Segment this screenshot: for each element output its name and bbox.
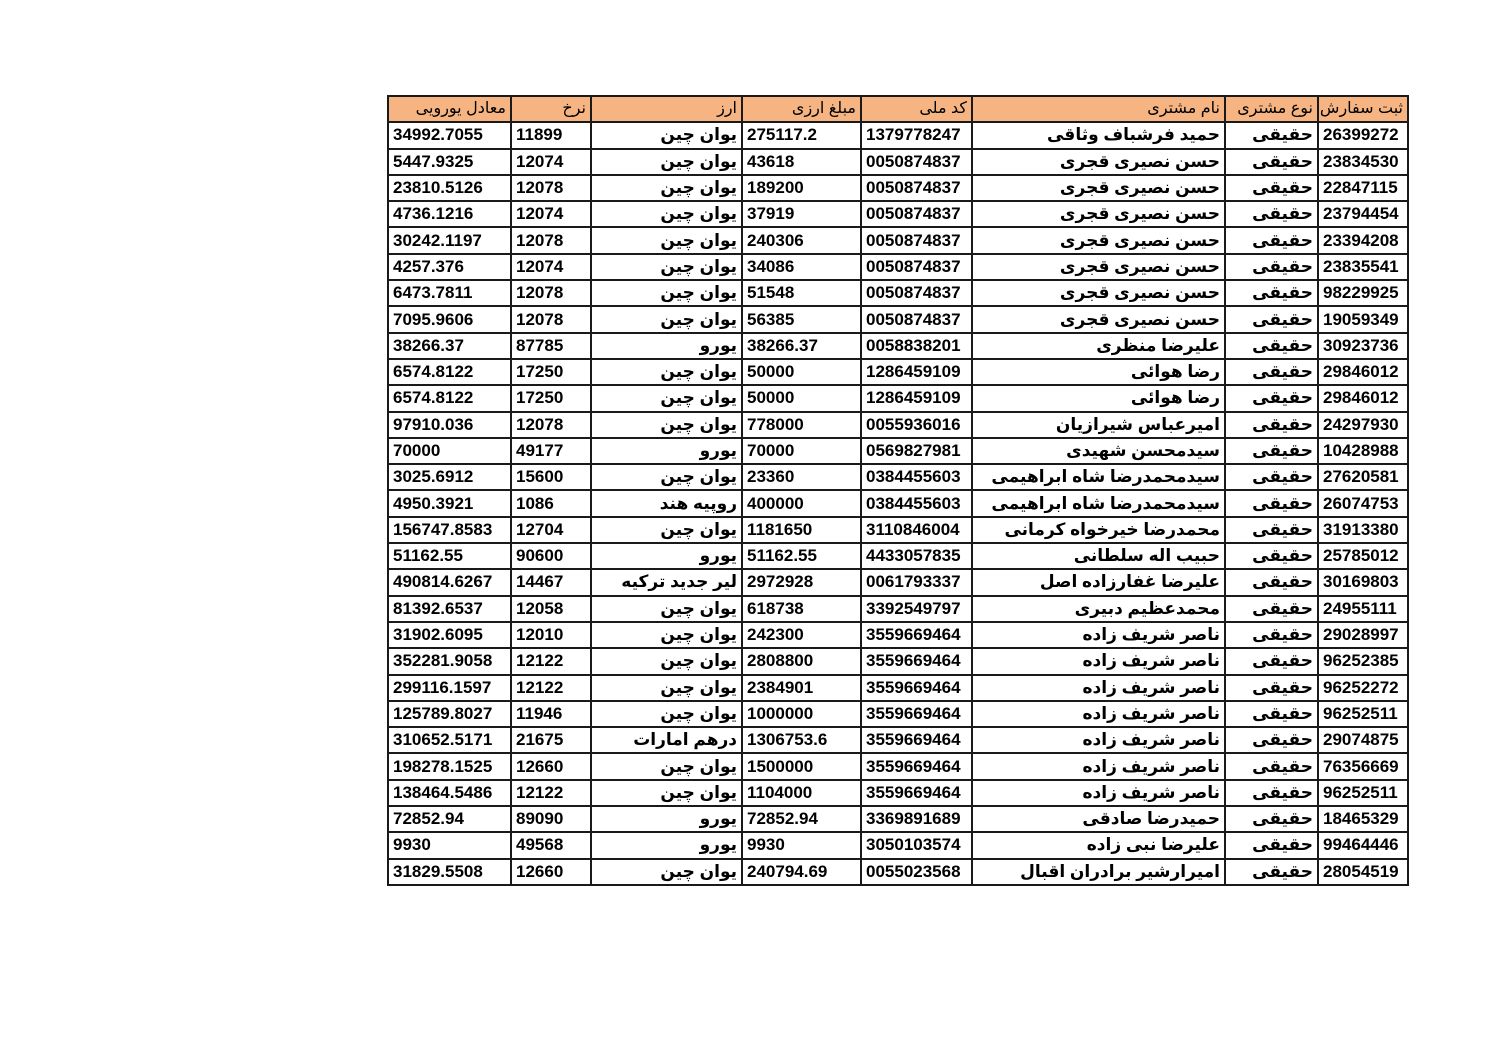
- cell-currency: یوان چین: [591, 306, 742, 332]
- table-row: [388, 175, 1408, 201]
- cell-national-code: 3559669464: [861, 727, 972, 753]
- table-row: [388, 227, 1408, 253]
- cell-euro-equivalent: 97910.036: [388, 412, 511, 438]
- cell-customer-type: حقیقی: [1225, 306, 1318, 332]
- cell-order: 25785012: [1318, 543, 1408, 569]
- table-row: [388, 280, 1408, 306]
- cell-customer-type: حقیقی: [1225, 543, 1318, 569]
- cell-rate: 21675: [511, 727, 591, 753]
- cell-rate: 12058: [511, 596, 591, 622]
- cell-euro-equivalent: 30242.1197: [388, 227, 511, 253]
- cell-order: 96252272: [1318, 675, 1408, 701]
- cell-customer-type: حقیقی: [1225, 806, 1318, 832]
- cell-national-code: 0058838201: [861, 333, 972, 359]
- cell-customer-type: حقیقی: [1225, 122, 1318, 148]
- cell-national-code: 1379778247: [861, 122, 972, 148]
- cell-rate: 12078: [511, 412, 591, 438]
- cell-order: 23394208: [1318, 227, 1408, 253]
- cell-currency: یوان چین: [591, 385, 742, 411]
- cell-currency-amount: 1500000: [742, 753, 861, 779]
- table-row: [388, 780, 1408, 806]
- cell-euro-equivalent: 51162.55: [388, 543, 511, 569]
- cell-order: 29846012: [1318, 359, 1408, 385]
- cell-customer-name: سیدمحمدرضا شاه ابراهیمی: [972, 490, 1225, 516]
- cell-order: 28054519: [1318, 859, 1408, 885]
- cell-customer-name: سیدمحسن شهیدی: [972, 438, 1225, 464]
- cell-customer-type: حقیقی: [1225, 569, 1318, 595]
- cell-currency: درهم امارات: [591, 727, 742, 753]
- cell-order: 98229925: [1318, 280, 1408, 306]
- cell-currency: یوان چین: [591, 753, 742, 779]
- cell-euro-equivalent: 156747.8583: [388, 517, 511, 543]
- cell-euro-equivalent: 4950.3921: [388, 490, 511, 516]
- cell-national-code: 3559669464: [861, 648, 972, 674]
- cell-customer-name: حسن نصیری قجری: [972, 306, 1225, 332]
- cell-currency-amount: 2384901: [742, 675, 861, 701]
- cell-national-code: 0061793337: [861, 569, 972, 595]
- cell-customer-type: حقیقی: [1225, 780, 1318, 806]
- cell-rate: 1086: [511, 490, 591, 516]
- cell-customer-name: حسن نصیری قجری: [972, 227, 1225, 253]
- cell-national-code: 0050874837: [861, 254, 972, 280]
- customer-orders-table: [387, 95, 1409, 886]
- cell-customer-name: امیرارشیر برادران اقبال: [972, 859, 1225, 885]
- cell-rate: 14467: [511, 569, 591, 595]
- cell-customer-name: حسن نصیری قجری: [972, 201, 1225, 227]
- cell-euro-equivalent: 23810.5126: [388, 175, 511, 201]
- table-row: [388, 727, 1408, 753]
- cell-order: 96252511: [1318, 701, 1408, 727]
- header-customer-type: نوع مشتری: [1225, 96, 1318, 122]
- cell-customer-type: حقیقی: [1225, 175, 1318, 201]
- cell-national-code: 1286459109: [861, 359, 972, 385]
- cell-customer-type: حقیقی: [1225, 385, 1318, 411]
- cell-customer-type: حقیقی: [1225, 280, 1318, 306]
- cell-currency-amount: 50000: [742, 385, 861, 411]
- cell-customer-name: ناصر شریف زاده: [972, 727, 1225, 753]
- cell-currency-amount: 189200: [742, 175, 861, 201]
- cell-euro-equivalent: 31829.5508: [388, 859, 511, 885]
- cell-currency-amount: 72852.94: [742, 806, 861, 832]
- cell-order: 30923736: [1318, 333, 1408, 359]
- cell-currency: یوان چین: [591, 175, 742, 201]
- cell-customer-name: سیدمحمدرضا شاه ابراهیمی: [972, 464, 1225, 490]
- cell-customer-type: حقیقی: [1225, 438, 1318, 464]
- cell-customer-name: ناصر شریف زاده: [972, 648, 1225, 674]
- cell-order: 23794454: [1318, 201, 1408, 227]
- cell-euro-equivalent: 138464.5486: [388, 780, 511, 806]
- cell-currency-amount: 38266.37: [742, 333, 861, 359]
- cell-euro-equivalent: 3025.6912: [388, 464, 511, 490]
- cell-currency-amount: 2972928: [742, 569, 861, 595]
- cell-euro-equivalent: 9930: [388, 832, 511, 858]
- cell-customer-type: حقیقی: [1225, 359, 1318, 385]
- cell-national-code: 3559669464: [861, 753, 972, 779]
- cell-euro-equivalent: 310652.5171: [388, 727, 511, 753]
- cell-order: 76356669: [1318, 753, 1408, 779]
- table-row: [388, 675, 1408, 701]
- header-order: ثبت سفارش: [1318, 96, 1408, 122]
- cell-rate: 12122: [511, 648, 591, 674]
- cell-currency: یورو: [591, 543, 742, 569]
- cell-currency-amount: 51548: [742, 280, 861, 306]
- cell-currency: یوان چین: [591, 227, 742, 253]
- cell-customer-name: حبیب اله سلطانی: [972, 543, 1225, 569]
- cell-customer-type: حقیقی: [1225, 201, 1318, 227]
- cell-order: 24297930: [1318, 412, 1408, 438]
- cell-customer-type: حقیقی: [1225, 675, 1318, 701]
- table-row: [388, 806, 1408, 832]
- cell-currency: یوان چین: [591, 596, 742, 622]
- cell-rate: 12074: [511, 149, 591, 175]
- cell-currency: یوان چین: [591, 149, 742, 175]
- cell-order: 29028997: [1318, 622, 1408, 648]
- cell-customer-type: حقیقی: [1225, 701, 1318, 727]
- cell-currency: یوان چین: [591, 359, 742, 385]
- cell-currency-amount: 43618: [742, 149, 861, 175]
- table-row: [388, 490, 1408, 516]
- table-row: [388, 596, 1408, 622]
- cell-currency: یوان چین: [591, 675, 742, 701]
- cell-customer-name: حمید فرشباف وثاقی: [972, 122, 1225, 148]
- table-row: [388, 464, 1408, 490]
- cell-order: 29074875: [1318, 727, 1408, 753]
- cell-customer-name: ناصر شریف زاده: [972, 780, 1225, 806]
- cell-currency: یورو: [591, 438, 742, 464]
- table-row: [388, 149, 1408, 175]
- cell-euro-equivalent: 299116.1597: [388, 675, 511, 701]
- table-header: [388, 96, 1408, 122]
- cell-currency-amount: 2808800: [742, 648, 861, 674]
- header-customer-name: نام مشتری: [972, 96, 1225, 122]
- cell-customer-name: امیرعباس شیرازیان: [972, 412, 1225, 438]
- cell-currency-amount: 240306: [742, 227, 861, 253]
- cell-rate: 17250: [511, 359, 591, 385]
- cell-euro-equivalent: 31902.6095: [388, 622, 511, 648]
- cell-rate: 11899: [511, 122, 591, 148]
- cell-rate: 89090: [511, 806, 591, 832]
- cell-currency: روپیه هند: [591, 490, 742, 516]
- cell-national-code: 0050874837: [861, 227, 972, 253]
- cell-currency-amount: 1104000: [742, 780, 861, 806]
- cell-order: 27620581: [1318, 464, 1408, 490]
- table-row: [388, 385, 1408, 411]
- cell-order: 19059349: [1318, 306, 1408, 332]
- cell-rate: 12078: [511, 227, 591, 253]
- cell-customer-type: حقیقی: [1225, 727, 1318, 753]
- cell-rate: 12660: [511, 859, 591, 885]
- cell-order: 30169803: [1318, 569, 1408, 595]
- cell-customer-type: حقیقی: [1225, 149, 1318, 175]
- cell-currency: یوان چین: [591, 780, 742, 806]
- cell-order: 23834530: [1318, 149, 1408, 175]
- cell-customer-name: حسن نصیری قجری: [972, 254, 1225, 280]
- cell-rate: 12660: [511, 753, 591, 779]
- table-row: [388, 122, 1408, 148]
- cell-national-code: 3110846004: [861, 517, 972, 543]
- cell-customer-type: حقیقی: [1225, 333, 1318, 359]
- table-row: [388, 254, 1408, 280]
- cell-euro-equivalent: 6574.8122: [388, 359, 511, 385]
- cell-euro-equivalent: 4736.1216: [388, 201, 511, 227]
- cell-national-code: 0050874837: [861, 175, 972, 201]
- cell-national-code: 0050874837: [861, 149, 972, 175]
- cell-national-code: 0384455603: [861, 490, 972, 516]
- cell-customer-type: حقیقی: [1225, 753, 1318, 779]
- cell-customer-name: علیرضا غفارزاده اصل: [972, 569, 1225, 595]
- cell-customer-name: ناصر شریف زاده: [972, 701, 1225, 727]
- cell-rate: 49177: [511, 438, 591, 464]
- cell-currency: یوان چین: [591, 622, 742, 648]
- cell-currency: یوان چین: [591, 201, 742, 227]
- cell-customer-name: حسن نصیری قجری: [972, 280, 1225, 306]
- cell-currency: یوان چین: [591, 412, 742, 438]
- table-row: [388, 832, 1408, 858]
- cell-rate: 15600: [511, 464, 591, 490]
- header-row: [388, 96, 1408, 122]
- cell-currency-amount: 23360: [742, 464, 861, 490]
- cell-euro-equivalent: 34992.7055: [388, 122, 511, 148]
- cell-customer-name: ناصر شریف زاده: [972, 675, 1225, 701]
- cell-order: 22847115: [1318, 175, 1408, 201]
- cell-national-code: 3559669464: [861, 675, 972, 701]
- cell-customer-name: حسن نصیری قجری: [972, 149, 1225, 175]
- cell-rate: 12122: [511, 675, 591, 701]
- cell-national-code: 3369891689: [861, 806, 972, 832]
- cell-national-code: 3559669464: [861, 622, 972, 648]
- cell-currency-amount: 240794.69: [742, 859, 861, 885]
- cell-order: 26074753: [1318, 490, 1408, 516]
- table-row: [388, 306, 1408, 332]
- cell-order: 26399272: [1318, 122, 1408, 148]
- cell-rate: 17250: [511, 385, 591, 411]
- cell-rate: 87785: [511, 333, 591, 359]
- cell-currency-amount: 618738: [742, 596, 861, 622]
- cell-euro-equivalent: 4257.376: [388, 254, 511, 280]
- cell-order: 96252385: [1318, 648, 1408, 674]
- table-row: [388, 622, 1408, 648]
- table-row: [388, 859, 1408, 885]
- cell-currency: لیر جدید ترکیه: [591, 569, 742, 595]
- cell-customer-name: ناصر شریف زاده: [972, 622, 1225, 648]
- table-row: [388, 543, 1408, 569]
- cell-customer-name: محمدرضا خیرخواه کرمانی: [972, 517, 1225, 543]
- cell-customer-type: حقیقی: [1225, 254, 1318, 280]
- table-row: [388, 333, 1408, 359]
- cell-customer-type: حقیقی: [1225, 517, 1318, 543]
- cell-euro-equivalent: 81392.6537: [388, 596, 511, 622]
- cell-euro-equivalent: 5447.9325: [388, 149, 511, 175]
- table-row: [388, 701, 1408, 727]
- cell-currency-amount: 34086: [742, 254, 861, 280]
- cell-euro-equivalent: 490814.6267: [388, 569, 511, 595]
- cell-rate: 90600: [511, 543, 591, 569]
- table-body: [388, 122, 1408, 885]
- cell-national-code: 0050874837: [861, 306, 972, 332]
- cell-national-code: 0055023568: [861, 859, 972, 885]
- cell-currency-amount: 70000: [742, 438, 861, 464]
- cell-customer-name: رضا هوائی: [972, 359, 1225, 385]
- cell-customer-type: حقیقی: [1225, 227, 1318, 253]
- cell-currency-amount: 400000: [742, 490, 861, 516]
- cell-currency-amount: 275117.2: [742, 122, 861, 148]
- cell-euro-equivalent: 38266.37: [388, 333, 511, 359]
- cell-currency-amount: 778000: [742, 412, 861, 438]
- cell-currency-amount: 242300: [742, 622, 861, 648]
- cell-national-code: 3050103574: [861, 832, 972, 858]
- cell-rate: 12078: [511, 175, 591, 201]
- header-currency-amount: مبلغ ارزی: [742, 96, 861, 122]
- cell-euro-equivalent: 7095.9606: [388, 306, 511, 332]
- cell-euro-equivalent: 70000: [388, 438, 511, 464]
- cell-currency: یوان چین: [591, 648, 742, 674]
- cell-customer-type: حقیقی: [1225, 596, 1318, 622]
- cell-national-code: 4433057835: [861, 543, 972, 569]
- cell-euro-equivalent: 125789.8027: [388, 701, 511, 727]
- cell-customer-name: ناصر شریف زاده: [972, 753, 1225, 779]
- cell-customer-type: حقیقی: [1225, 648, 1318, 674]
- cell-order: 24955111: [1318, 596, 1408, 622]
- cell-customer-name: رضا هوائی: [972, 385, 1225, 411]
- cell-rate: 12078: [511, 280, 591, 306]
- cell-currency-amount: 37919: [742, 201, 861, 227]
- cell-currency-amount: 9930: [742, 832, 861, 858]
- cell-rate: 12122: [511, 780, 591, 806]
- cell-euro-equivalent: 198278.1525: [388, 753, 511, 779]
- cell-customer-name: محمدعظیم دبیری: [972, 596, 1225, 622]
- cell-national-code: 0384455603: [861, 464, 972, 490]
- cell-currency: یوان چین: [591, 122, 742, 148]
- table-row: [388, 517, 1408, 543]
- cell-order: 23835541: [1318, 254, 1408, 280]
- cell-currency: یوان چین: [591, 254, 742, 280]
- cell-national-code: 0050874837: [861, 280, 972, 306]
- cell-customer-type: حقیقی: [1225, 622, 1318, 648]
- table-row: [388, 648, 1408, 674]
- cell-currency-amount: 56385: [742, 306, 861, 332]
- header-national-code: کد ملی: [861, 96, 972, 122]
- cell-currency: یورو: [591, 333, 742, 359]
- cell-customer-type: حقیقی: [1225, 412, 1318, 438]
- cell-rate: 49568: [511, 832, 591, 858]
- cell-rate: 12704: [511, 517, 591, 543]
- header-euro-equivalent: معادل یورویی: [388, 96, 511, 122]
- cell-currency-amount: 1000000: [742, 701, 861, 727]
- table-row: [388, 438, 1408, 464]
- cell-currency: یوان چین: [591, 280, 742, 306]
- cell-rate: 12074: [511, 201, 591, 227]
- cell-euro-equivalent: 72852.94: [388, 806, 511, 832]
- cell-customer-name: حمیدرضا صادقی: [972, 806, 1225, 832]
- cell-currency: یورو: [591, 806, 742, 832]
- cell-order: 29846012: [1318, 385, 1408, 411]
- table-row: [388, 201, 1408, 227]
- cell-currency: یوان چین: [591, 464, 742, 490]
- cell-order: 99464446: [1318, 832, 1408, 858]
- cell-euro-equivalent: 6574.8122: [388, 385, 511, 411]
- cell-currency: یوان چین: [591, 701, 742, 727]
- cell-currency-amount: 51162.55: [742, 543, 861, 569]
- cell-national-code: 3559669464: [861, 780, 972, 806]
- header-currency: ارز: [591, 96, 742, 122]
- cell-rate: 12010: [511, 622, 591, 648]
- cell-currency-amount: 1306753.6: [742, 727, 861, 753]
- cell-currency: یورو: [591, 832, 742, 858]
- cell-currency: یوان چین: [591, 517, 742, 543]
- cell-order: 31913380: [1318, 517, 1408, 543]
- cell-customer-type: حقیقی: [1225, 490, 1318, 516]
- cell-national-code: 0055936016: [861, 412, 972, 438]
- cell-customer-name: علیرضا منظری: [972, 333, 1225, 359]
- header-rate: نرخ: [511, 96, 591, 122]
- cell-customer-type: حقیقی: [1225, 859, 1318, 885]
- cell-order: 18465329: [1318, 806, 1408, 832]
- cell-national-code: 3392549797: [861, 596, 972, 622]
- cell-rate: 11946: [511, 701, 591, 727]
- cell-order: 96252511: [1318, 780, 1408, 806]
- cell-national-code: 1286459109: [861, 385, 972, 411]
- cell-customer-name: علیرضا نبی زاده: [972, 832, 1225, 858]
- cell-national-code: 0050874837: [861, 201, 972, 227]
- cell-national-code: 0569827981: [861, 438, 972, 464]
- cell-order: 10428988: [1318, 438, 1408, 464]
- cell-customer-type: حقیقی: [1225, 832, 1318, 858]
- cell-currency: یوان چین: [591, 859, 742, 885]
- cell-customer-name: حسن نصیری قجری: [972, 175, 1225, 201]
- cell-rate: 12074: [511, 254, 591, 280]
- table-row: [388, 569, 1408, 595]
- cell-euro-equivalent: 6473.7811: [388, 280, 511, 306]
- cell-currency-amount: 1181650: [742, 517, 861, 543]
- table-row: [388, 359, 1408, 385]
- table-row: [388, 412, 1408, 438]
- cell-rate: 12078: [511, 306, 591, 332]
- cell-customer-type: حقیقی: [1225, 464, 1318, 490]
- cell-currency-amount: 50000: [742, 359, 861, 385]
- cell-euro-equivalent: 352281.9058: [388, 648, 511, 674]
- cell-national-code: 3559669464: [861, 701, 972, 727]
- table-row: [388, 753, 1408, 779]
